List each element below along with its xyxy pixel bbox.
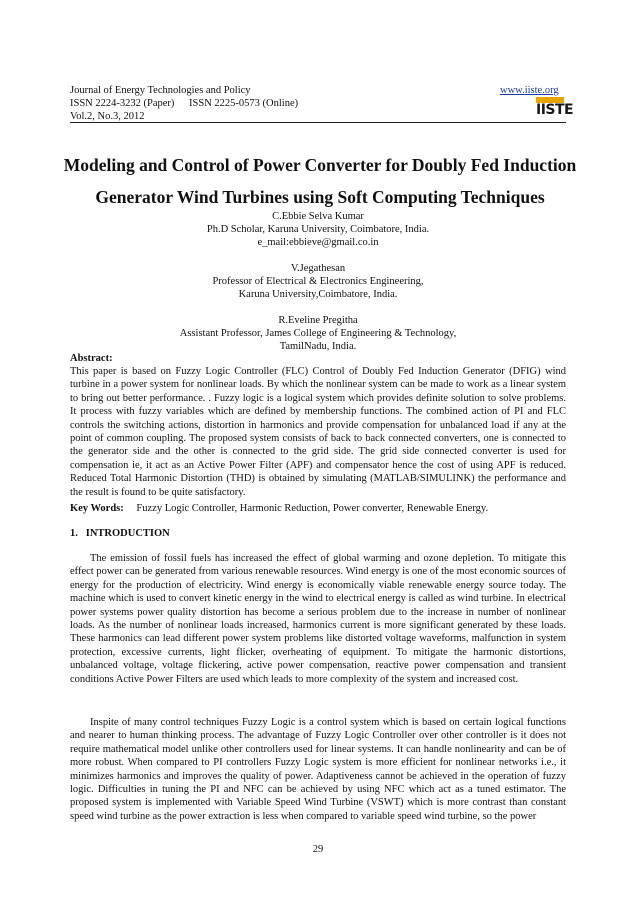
author-3-location: TamilNadu, India. [279, 341, 357, 352]
journal-url[interactable] [500, 84, 559, 98]
paper-title-line1: Modeling and Control of Power Converter for Doubly Fed Induction [63, 155, 577, 175]
intro-paragraph-2: Inspite of many control techniques Fuzzy Logic is a control system which is based on certain logical functions and nearer to human thinking process. The advantage of Fuzzy Logic Controller over other controller is it does not require mathematical model unlike other controllers used for linear systems. It can handle nonlinearity and can be of more robust. When compared to PI controllers Fuzzy Logic system is more efficient for nonlinear networks i.e., it minimizes harmonics and improves the quality of power. Adaptiveness cannot be achieved in the operation of fuzzy logic. Difficulties in tuning the PI and NFC can be achieved by using NFC which act as a tuned estimator. The proposed system is implemented with Variable Speed Wind Turbine (VSWT) which is more contrast than constant speed wind turbine as the power extraction is less when compared to variable speed wind turbine, so the power [70, 717, 566, 822]
section-heading-introduction: 1. INTRODUCTION [70, 528, 170, 539]
header-divider [70, 122, 566, 123]
issn-line [70, 97, 298, 111]
paper-title-line2: Generator Wind Turbines using Soft Computing Techniques [95, 187, 545, 207]
author-2-institution: Karuna University,Coimbatore, India. [238, 289, 398, 300]
volume-info: Vol.2, No.3, 2012 [70, 111, 145, 122]
keywords-label: Key Words: [70, 503, 124, 514]
keywords [70, 502, 566, 515]
author-2-affiliation: Professor of Electrical & Electronics Engineering, [212, 276, 424, 287]
issn-paper: ISSN 2224-3232 (Paper) [70, 98, 175, 109]
logo-mark: IISTE [536, 102, 574, 118]
author-2-name: V.Jegathesan [290, 263, 346, 274]
author-3-affiliation: Assistant Professor, James College of Engineering & Technology, [179, 328, 457, 339]
journal-url-link[interactable]: www.iiste.org [500, 85, 559, 96]
page-number: 29 [312, 844, 324, 855]
author-1-name: C.Ebbie Selva Kumar [272, 211, 364, 222]
issn-online: ISSN 2225-0573 (Online) [189, 98, 299, 109]
abstract-heading: Abstract: [70, 353, 113, 364]
abstract-text: This paper is based on Fuzzy Logic Controller (FLC) Control of Doubly Fed Induction Generator (DFIG) wind turbine in a power system for nonlinear loads. By which the nonlinear system can be made to work as a linear system to bring out better performance. . Fuzzy logic is a logical system which provides definite solution to solve problems. It process with fuzzy variables which are defined by membership functions. The combined action of PI and FLC controls the switching actions, distortion in harmonics and provide compensation for unbalanced load if any at the point of common coupling. The proposed system consists of back to back connected converters, one is connected to the generator side and the other is connected to the grid side. The grid side connected converter is used for compensation ie, it act as an Active Power Filter (APF) and compensator hence the cost of using APF is reduced. Reduced Total Harmonic Distortion (THD) is obtained by simulating (MATLAB/SIMULINK) the performance and the result is found to be quite satisfactory. [70, 366, 566, 498]
author-3-name: R.Eveline Pregitha [278, 315, 358, 326]
journal-name: Journal of Energy Technologies and Policy [70, 85, 251, 96]
iiste-logo [536, 97, 574, 119]
intro-paragraph-1: The emission of fossil fuels has increased the effect of global warming and ozone depletion. To mitigate this effect power can be generated from various renewable resources. Wind energy is one of the most economic sources of energy for the production of electricity. Wind energy is economically viable renewable energy source today. The machine which is used to convert kinetic energy in the wind to electrical energy is called as wind turbine. In electrical power systems power quality distortion has become a serious problem due to the increase in number of nonlinear loads. As the number of nonlinear loads increased, harmonics current is more significant generated by these loads. These harmonics can lead different power system problems like distorted voltage waveforms, malfunction in system protection, excessive currents, light flicker, overheating of equipment. To mitigate the harmonic distortions, unbalanced voltage, voltage flickering, active power compensation, reactive power compensation and transient conditions Active Power Filters are used which leads to more complexity of the system and increased cost. [70, 553, 566, 685]
author-1-email: e_mail:ebbieve@gmail.co.in [257, 237, 379, 248]
keywords-text: Fuzzy Logic Controller, Harmonic Reduction, Power converter, Renewable Energy. [136, 503, 489, 514]
author-1-affiliation: Ph.D Scholar, Karuna University, Coimbatore, India. [206, 224, 430, 235]
